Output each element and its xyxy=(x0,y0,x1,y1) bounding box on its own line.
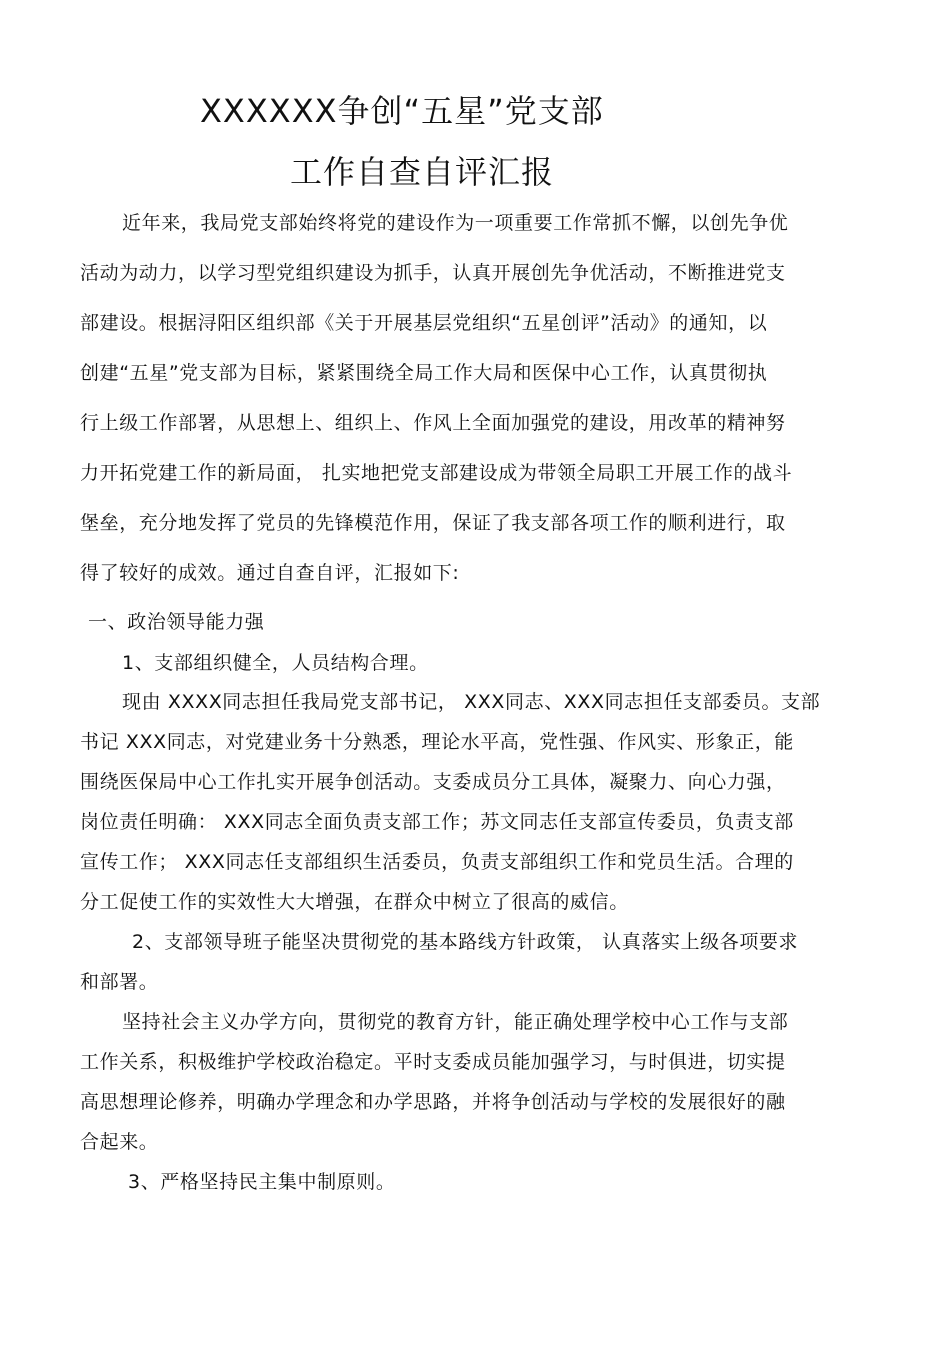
intro-line: 力开拓党建工作的新局面， 扎实地把党支部建设成为带领全局职工开展工作的战斗 xyxy=(80,462,793,484)
item-body-line: 高思想理论修养，明确办学理念和办学思路，并将争创活动与学校的发展很好的融 xyxy=(80,1091,786,1113)
intro-line: 堡垒，充分地发挥了党员的先锋模范作用，保证了我支部各项工作的顺利进行，取 xyxy=(80,512,786,534)
item-body-line: 现由 XXXX同志担任我局党支部书记， XXX同志、XXX同志担任支部委员。支部 xyxy=(122,691,821,713)
item-body-line: 宣传工作； XXX同志任支部组织生活委员，负责支部组织工作和党员生活。合理的 xyxy=(80,851,794,873)
intro-line: 活动为动力，以学习型党组织建设为抓手，认真开展创先争优活动，不断推进党支 xyxy=(80,262,786,284)
intro-line: 创建“五星”党支部为目标，紧紧围绕全局工作大局和医保中心工作，认真贯彻执 xyxy=(80,362,768,384)
intro-line: 得了较好的成效。通过自查自评，汇报如下: xyxy=(80,562,460,584)
item-body-line: 坚持社会主义办学方向，贯彻党的教育方针，能正确处理学校中心工作与支部 xyxy=(122,1011,789,1033)
item-body-line: 岗位责任明确： XXX同志全面负责支部工作；苏文同志任支部宣传委员，负责支部 xyxy=(80,811,794,833)
document-title-line1: XXXXXX争创“五星”党支部 xyxy=(200,92,604,130)
section-heading: 一、政治领导能力强 xyxy=(88,611,265,633)
item-body-line: 围绕医保局中心工作扎实开展争创活动。支委成员分工具体，凝聚力、向心力强， xyxy=(80,771,786,793)
item-body-line: 书记 XXX同志，对党建业务十分熟悉，理论水平高，党性强、作风实、形象正，能 xyxy=(80,731,794,753)
intro-line: 行上级工作部署，从思想上、组织上、作风上全面加强党的建设，用改革的精神努 xyxy=(80,412,786,434)
document-title-line2: 工作自查自评汇报 xyxy=(290,153,555,191)
item-body-line: 分工促使工作的实效性大大增强，在群众中树立了很高的威信。 xyxy=(80,891,629,913)
intro-line: 近年来，我局党支部始终将党的建设作为一项重要工作常抓不懈，以创先争优 xyxy=(122,212,789,234)
item-body-line: 工作关系，积极维护学校政治稳定。平时支委成员能加强学习，与时俱进，切实提 xyxy=(80,1051,786,1073)
item-body-line: 合起来。 xyxy=(80,1131,159,1153)
item-title: 2、支部领导班子能坚决贯彻党的基本路线方针政策， 认真落实上级各项要求 xyxy=(132,931,799,953)
intro-line: 部建设。根据浔阳区组织部《关于开展基层党组织“五星创评”活动》的通知，以 xyxy=(80,312,768,334)
item-title: 3、严格坚持民主集中制原则。 xyxy=(128,1171,396,1193)
item-title: 和部署。 xyxy=(80,971,159,993)
item-title: 1、支部组织健全，人员结构合理。 xyxy=(122,652,429,674)
